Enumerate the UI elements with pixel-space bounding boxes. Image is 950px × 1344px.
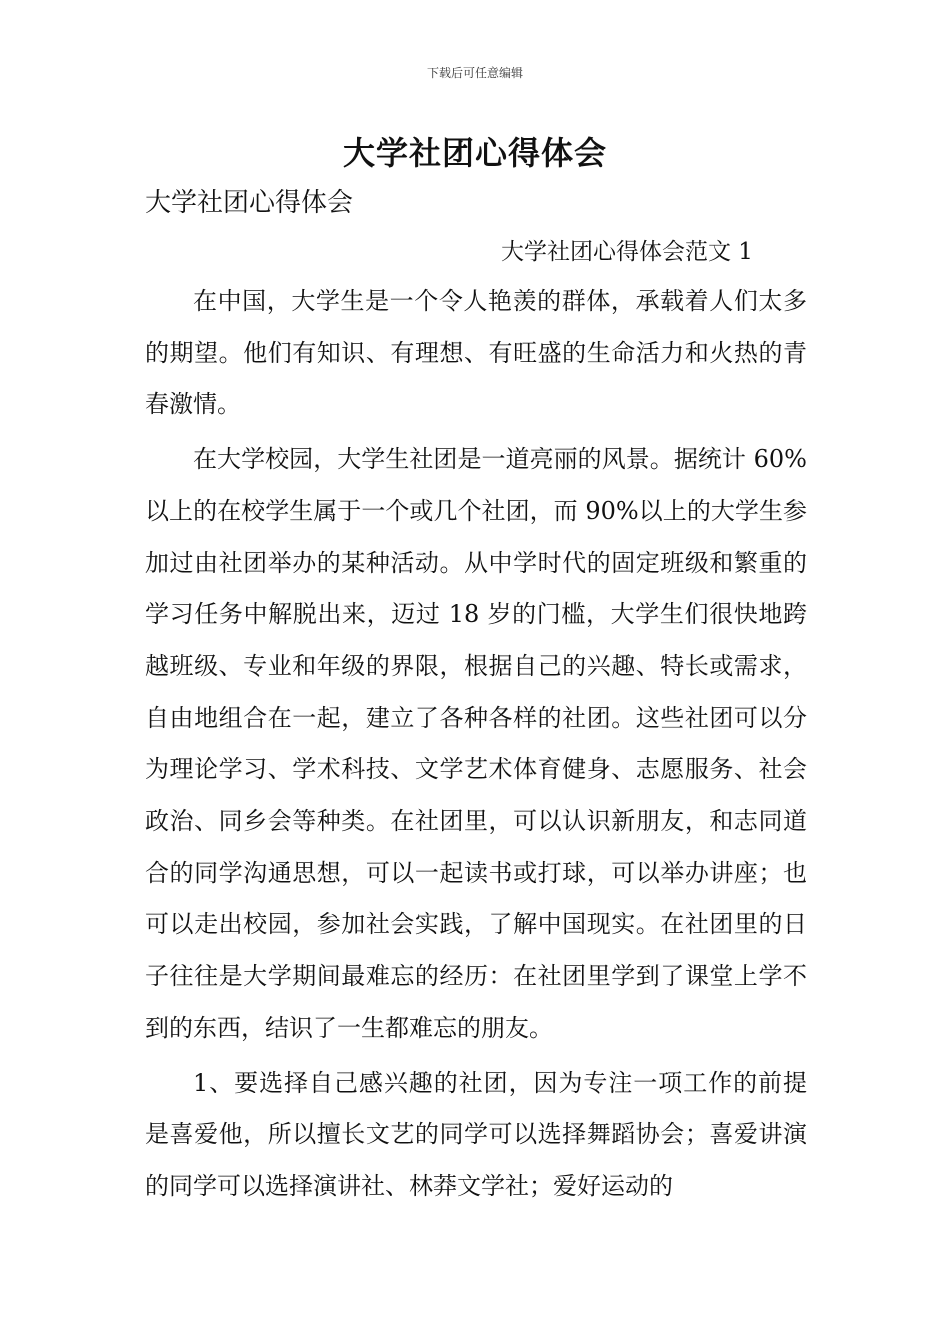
document-title: 大学社团心得体会 — [342, 134, 607, 172]
document-body — [145, 276, 807, 1216]
document-subtitle: 大学社团心得体会 — [145, 188, 354, 218]
header-note: 下载后可任意编辑 — [426, 66, 523, 80]
paragraph: 1、要选择自己感兴趣的社团，因为专注一项工作的前提是喜爱他，所以擅长文艺的同学可以选择舞蹈协会；喜爱讲演的同学可以选择演讲社、林莽文学社；爱好运动的 — [145, 1068, 807, 1200]
paragraph: 在大学校园，大学生社团是一道亮丽的风景。据统计 60%以上的在校学生属于一个或几个社团，而 90%以上的大学生参加过由社团举办的某种活动。从中学时代的固定班级和繁重的学习任务中解脱出来，迈过 18 岁的门槛，大学生们很快地跨越班级、专业和年级的界限，根据自己的兴趣、特长或需求，自由地组合在一起，建立了各种各样的社团。这些社团可以分为理论学习、学术科技、文学艺术体育健身、志愿服务、社会政治、同乡会等种类。在社团里，可以认识新朋友，和志同道合的同学沟通思想，可以一起读书或打球，可以举办讲座；也可以走出校园，参加社会实践，了解中国现实。在社团里的日子往往是大学期间最难忘的经历：在社团里学到了课堂上学不到的东西，结识了一生都难忘的朋友。 — [145, 445, 807, 1042]
sample-label: 大学社团心得体会范文 1 — [501, 239, 753, 265]
paragraph: 在中国，大学生是一个令人艳羡的群体，承载着人们太多的期望。他们有知识、有理想、有旺盛的生命活力和火热的青春激情。 — [145, 287, 807, 419]
